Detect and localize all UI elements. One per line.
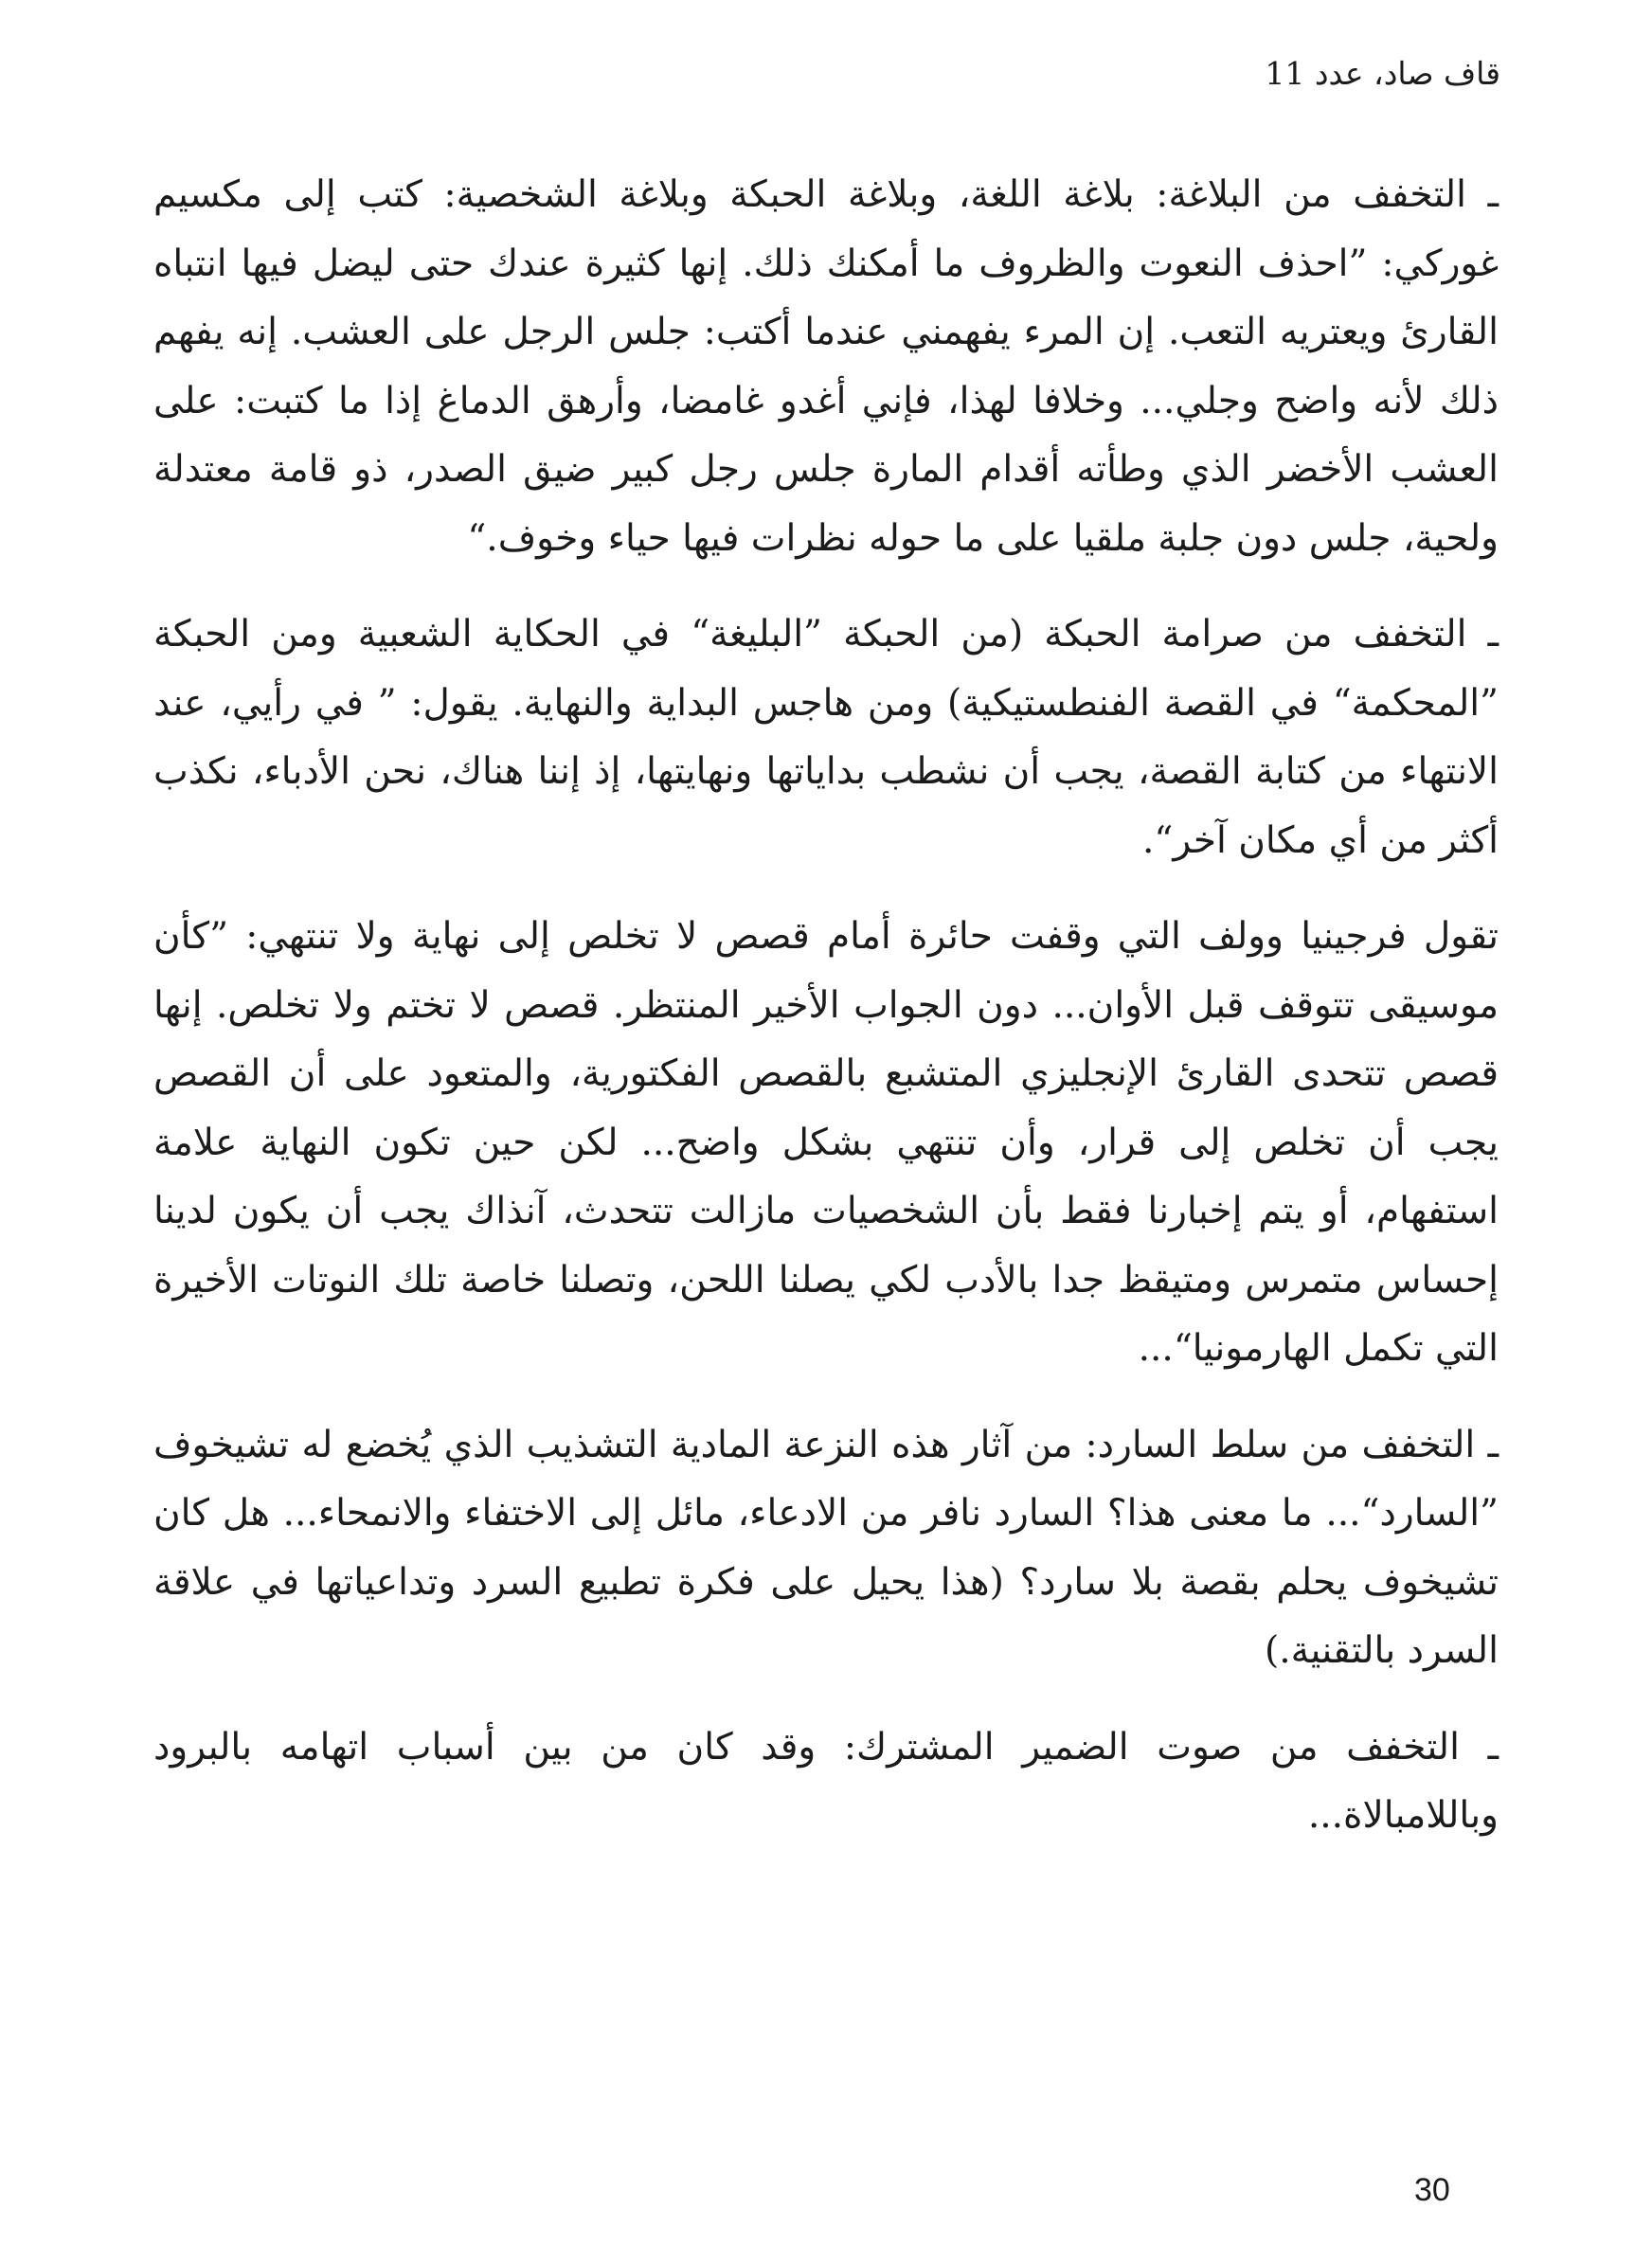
paragraph-shared-pronoun: ـ التخفف من صوت الضمير المشترك: وقد كان من بين أسباب اتهامه بالبرود وباللامبالاة... [153, 1725, 1499, 1837]
paragraph-narrator: ـ التخفف من سلط السارد: من آثار هذه النزعة المادية التشذيب الذي يُخضع له تشيخوف ”السارد“... ما معنى هذا؟ السارد نافر من الادعاء، مائل إلى الاختفاء والانمحاء... هل كان تشيخوف يحلم بقصة بلا سارد؟ (هذا يحيل على فكرة تطبيع السرد وتداعياتها في علاقة السرد بالتقنية.) [153, 1423, 1499, 1672]
paragraph-rhetoric: ـ التخفف من البلاغة: بلاغة اللغة، وبلاغة الحبكة وبلاغة الشخصية: كتب إلى مكسيم غوركي: ”احذف النعوت والظروف ما أمكنك ذلك. إنها كثيرة عندك حتى ليضل فيها انتباه القارئ ويعتريه التعب. إن المرء يفهمني عندما أكتب: جلس الرجل على العشب. إنه يفهم ذلك لأنه واضح وجلي... وخلافا لهذا، فإني أغدو غامضا، وأرهق الدماغ إذا ما كتبت: على العشب الأخضر الذي وطأته أقدام المارة جلس رجل كبير ضيق الصدر، ذو قامة معتدلة ولحية، جلس دون جلبة ملقيا على ما حوله نظرات فيها حياء وخوف.“ [153, 173, 1499, 560]
page-body [153, 161, 1499, 1851]
page-number: 30 [1414, 2172, 1450, 2208]
running-header: قاف صاد، عدد 11 [1265, 55, 1500, 92]
paragraph-plot: ـ التخفف من صرامة الحبكة (من الحبكة ”البليغة“ في الحكاية الشعبية ومن الحبكة ”المحكمة“ في القصة الفنطستيكية) ومن هاجس البداية والنهاية. يقول: ” في رأيي، عند الانتهاء من كتابة القصة، يجب أن نشطب بداياتها ونهايتها، إذ إننا هناك، نحن الأدباء، نكذب أكثر من أي مكان آخر“. [153, 613, 1499, 862]
paragraph-woolf-quote: تقول فرجينيا وولف التي وقفت حائرة أمام قصص لا تخلص إلى نهاية ولا تنتهي: ”كأن موسيقى تتوقف قبل الأوان... دون الجواب الأخير المنتظر. قصص لا تختم ولا تخلص. إنها قصص تتحدى القارئ الإنجليزي المتشبع بالقصص الفكتورية، والمتعود على أن القصص يجب أن تخلص إلى قرار، وأن تنتهي بشكل واضح... لكن حين تكون النهاية علامة استفهام، أو يتم إخبارنا فقط بأن الشخصيات مازالت تتحدث، آنذاك يجب أن يكون لدينا إحساس متمرس ومتيقظ جدا بالأدب لكي يصلنا اللحن، وتصلنا خاصة تلك النوتات الأخيرة التي تكمل الهارمونيا“... [153, 915, 1499, 1370]
